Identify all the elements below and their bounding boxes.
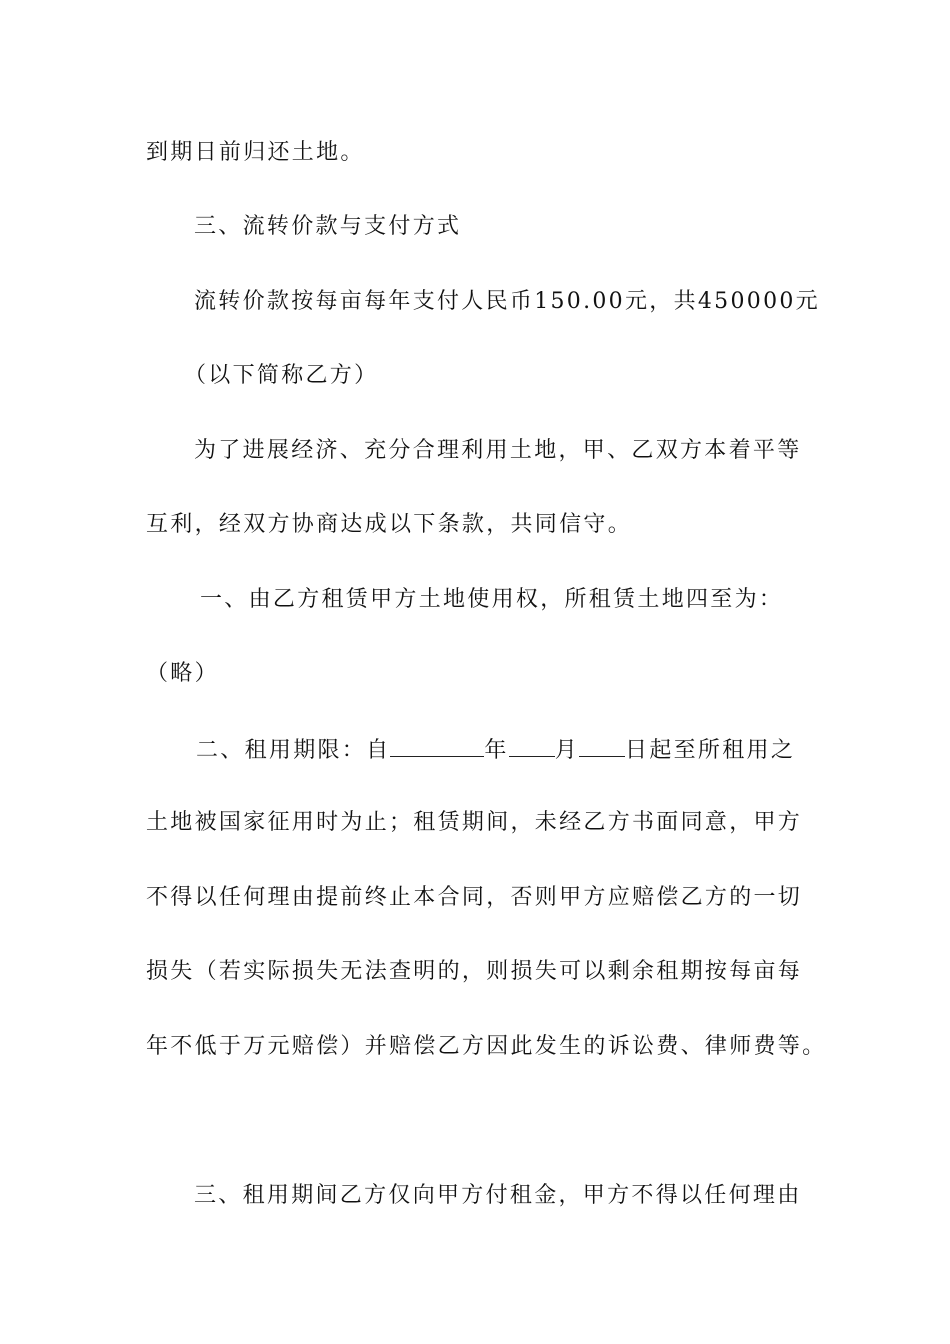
month-blank (509, 734, 555, 757)
text-line: 到期日前归还土地。 (146, 140, 365, 165)
clause-3-line: 三、租用期间乙方仅向甲方付租金，甲方不得以任何理由 (194, 1183, 802, 1208)
section-heading: 三、流转价款与支付方式 (194, 214, 462, 239)
text-line: 土地被国家征用时为止；租赁期间，未经乙方书面同意，甲方 (146, 810, 803, 835)
text-line: 不得以任何理由提前终止本合同，否则甲方应赔偿乙方的一切 (146, 885, 803, 910)
clause-1-line: 一、由乙方租赁甲方土地使用权，所租赁土地四至为： (200, 587, 784, 612)
year-label: 年 (484, 738, 509, 763)
text-line: 互利，经双方协商达成以下条款，共同信守。 (146, 512, 633, 537)
lease-term-line (196, 734, 795, 766)
lease-term-suffix: 日起至所租用之 (625, 738, 796, 763)
text-line: （略） (146, 661, 219, 686)
text-line: （以下简称乙方） (184, 363, 379, 388)
text-line: 流转价款按每亩每年支付人民币150.00元，共450000元 (194, 289, 820, 314)
lease-term-prefix: 二、租用期限：自 (196, 738, 391, 763)
text-line: 年不低于万元赔偿）并赔偿乙方因此发生的诉讼费、律师费等。 (146, 1034, 827, 1059)
day-blank (579, 734, 625, 757)
text-line: 损失（若实际损失无法查明的，则损失可以剩余租期按每亩每 (146, 959, 803, 984)
text-line: 为了进展经济、充分合理利用土地，甲、乙双方本着平等 (194, 438, 802, 463)
year-blank (390, 734, 484, 757)
month-label: 月 (554, 738, 580, 763)
